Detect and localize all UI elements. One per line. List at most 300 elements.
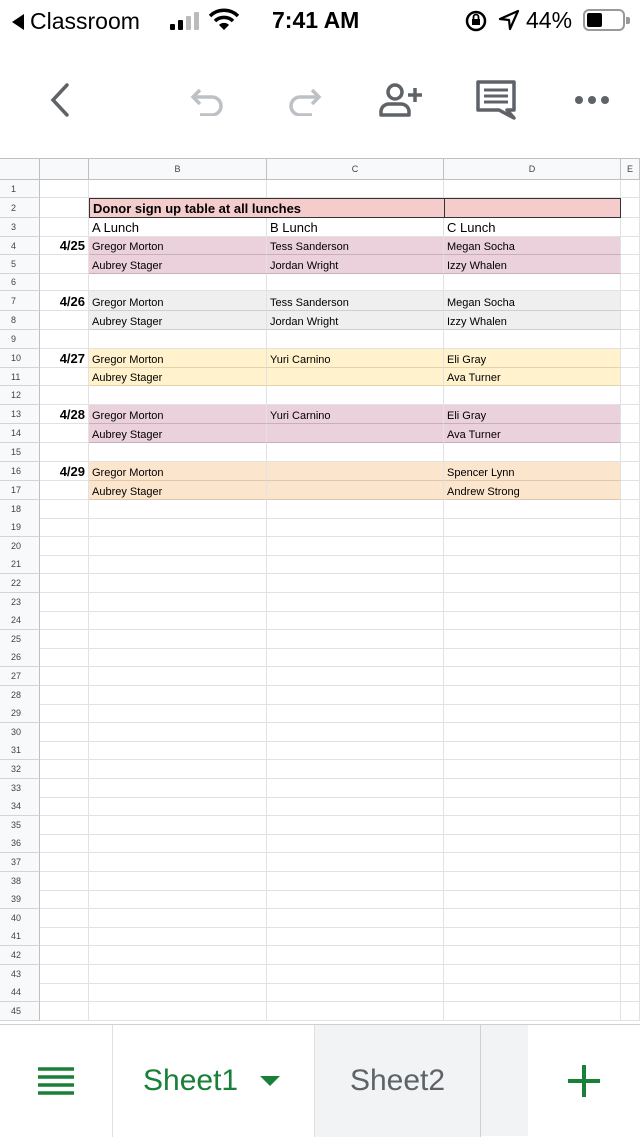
cell[interactable] (89, 816, 267, 835)
cell[interactable] (444, 180, 621, 198)
cell[interactable] (621, 909, 640, 928)
cell[interactable] (89, 760, 267, 779)
cell[interactable] (267, 946, 444, 965)
cell[interactable] (621, 834, 640, 853)
row-number[interactable]: 5 (0, 255, 40, 274)
redo-button[interactable] (280, 76, 328, 124)
cell[interactable] (89, 965, 267, 984)
date-cell[interactable]: 4/28 (40, 405, 89, 424)
volunteer-cell[interactable]: Aubrey Stager (89, 481, 267, 500)
row-number[interactable]: 40 (0, 909, 40, 928)
cell[interactable] (621, 741, 640, 760)
cell[interactable] (444, 872, 621, 891)
cell[interactable] (40, 723, 89, 742)
cell[interactable] (89, 927, 267, 946)
row-number[interactable]: 16 (0, 462, 40, 481)
cell[interactable] (89, 946, 267, 965)
volunteer-cell[interactable]: Andrew Strong (444, 481, 621, 500)
cell[interactable] (444, 574, 621, 593)
all-sheets-button[interactable] (0, 1025, 112, 1137)
cell[interactable] (621, 537, 640, 556)
date-cell[interactable] (40, 368, 89, 386)
row-number[interactable]: 44 (0, 983, 40, 1002)
cell[interactable] (267, 890, 444, 909)
row-number[interactable]: 13 (0, 405, 40, 424)
cell[interactable] (621, 890, 640, 909)
cell[interactable] (267, 386, 444, 405)
cell[interactable] (444, 704, 621, 723)
date-cell[interactable] (40, 311, 89, 330)
comment-button[interactable] (472, 76, 520, 124)
cell[interactable] (621, 311, 640, 330)
cell[interactable] (89, 686, 267, 705)
volunteer-cell[interactable]: Izzy Whalen (444, 255, 621, 274)
cell[interactable] (267, 872, 444, 891)
cell[interactable] (40, 946, 89, 965)
cell[interactable] (621, 481, 640, 500)
cell[interactable] (621, 946, 640, 965)
cell[interactable] (444, 537, 621, 556)
share-button[interactable] (376, 76, 424, 124)
row-number[interactable]: 35 (0, 816, 40, 835)
cell[interactable] (621, 218, 640, 237)
tab-sheet1[interactable] (112, 1025, 315, 1137)
cell[interactable] (444, 723, 621, 742)
cell[interactable] (444, 198, 621, 218)
cell[interactable] (267, 704, 444, 723)
volunteer-cell[interactable]: Megan Socha (444, 291, 621, 311)
cell[interactable] (267, 723, 444, 742)
cell[interactable] (621, 965, 640, 984)
volunteer-cell[interactable]: Aubrey Stager (89, 424, 267, 443)
cell-signal-icon (170, 10, 199, 30)
volunteer-cell[interactable]: Yuri Carnino (267, 405, 444, 424)
chevron-down-icon[interactable] (260, 1076, 280, 1086)
volunteer-cell[interactable]: Megan Socha (444, 237, 621, 255)
cell[interactable] (89, 330, 267, 349)
cell[interactable] (444, 816, 621, 835)
cell[interactable] (267, 686, 444, 705)
cell[interactable] (444, 927, 621, 946)
cell[interactable] (89, 779, 267, 798)
cell[interactable] (89, 593, 267, 612)
cell[interactable] (444, 330, 621, 349)
cell[interactable] (40, 1002, 89, 1021)
cell[interactable] (40, 872, 89, 891)
row-number[interactable]: 34 (0, 797, 40, 816)
cell[interactable] (621, 198, 640, 218)
volunteer-cell[interactable]: Eli Gray (444, 405, 621, 424)
volunteer-cell[interactable] (267, 462, 444, 481)
cell[interactable] (40, 180, 89, 198)
cell[interactable] (267, 518, 444, 537)
row-number[interactable]: 45 (0, 1002, 40, 1021)
cell[interactable] (444, 779, 621, 798)
lunch-header-cell[interactable]: A Lunch (89, 218, 267, 237)
cell[interactable] (444, 909, 621, 928)
cell[interactable] (621, 593, 640, 612)
cell[interactable] (444, 648, 621, 667)
volunteer-cell[interactable]: Aubrey Stager (89, 311, 267, 330)
volunteer-cell[interactable]: Spencer Lynn (444, 462, 621, 481)
cell[interactable] (267, 330, 444, 349)
volunteer-cell[interactable] (267, 424, 444, 443)
lunch-header-cell[interactable]: B Lunch (267, 218, 444, 237)
cell[interactable] (267, 797, 444, 816)
volunteer-cell[interactable]: Gregor Morton (89, 349, 267, 368)
volunteer-cell[interactable]: Gregor Morton (89, 405, 267, 424)
cell[interactable] (444, 741, 621, 760)
cell[interactable] (40, 518, 89, 537)
row-number[interactable]: 31 (0, 741, 40, 760)
row-number[interactable]: 30 (0, 723, 40, 742)
date-cell[interactable] (40, 481, 89, 500)
cell[interactable] (89, 834, 267, 853)
cell[interactable] (89, 574, 267, 593)
cell[interactable] (621, 424, 640, 443)
table-title-cell[interactable]: Donor sign up table at all lunches (89, 198, 444, 218)
cell[interactable] (89, 537, 267, 556)
cell[interactable] (40, 797, 89, 816)
cell[interactable] (444, 630, 621, 649)
row-number[interactable]: 8 (0, 311, 40, 330)
volunteer-cell[interactable]: Gregor Morton (89, 237, 267, 255)
row-number[interactable]: 11 (0, 368, 40, 386)
spreadsheet-grid[interactable] (0, 158, 640, 1024)
cell[interactable] (444, 946, 621, 965)
column-header-b[interactable]: B (89, 158, 267, 180)
cell[interactable] (621, 500, 640, 519)
undo-button[interactable] (184, 76, 232, 124)
cell[interactable] (40, 741, 89, 760)
cell[interactable] (267, 274, 444, 291)
cell[interactable] (267, 667, 444, 686)
toolbar (0, 60, 640, 140)
cell[interactable] (40, 853, 89, 872)
volunteer-cell[interactable] (267, 481, 444, 500)
cell[interactable] (621, 255, 640, 274)
row-number[interactable]: 21 (0, 555, 40, 574)
cell[interactable] (621, 779, 640, 798)
row-number[interactable]: 43 (0, 965, 40, 984)
volunteer-cell[interactable]: Jordan Wright (267, 255, 444, 274)
volunteer-cell[interactable]: Tess Sanderson (267, 237, 444, 255)
cell[interactable] (89, 274, 267, 291)
column-header-a[interactable] (40, 158, 89, 180)
cell[interactable] (621, 760, 640, 779)
cell[interactable] (89, 630, 267, 649)
sheet-row (0, 330, 640, 349)
cell[interactable] (40, 816, 89, 835)
cell[interactable] (40, 274, 89, 291)
cell[interactable] (267, 779, 444, 798)
cell[interactable] (40, 198, 89, 218)
cell[interactable] (621, 180, 640, 198)
cell[interactable] (40, 834, 89, 853)
cell[interactable] (267, 180, 444, 198)
cell[interactable] (444, 518, 621, 537)
cell[interactable] (89, 555, 267, 574)
row-number[interactable]: 7 (0, 291, 40, 311)
column-header-c[interactable]: C (267, 158, 444, 180)
volunteer-cell[interactable]: Aubrey Stager (89, 368, 267, 386)
cell[interactable] (621, 648, 640, 667)
row-number[interactable]: 22 (0, 574, 40, 593)
cell[interactable] (621, 574, 640, 593)
cell[interactable] (89, 518, 267, 537)
cell[interactable] (444, 1002, 621, 1021)
sheet-row (0, 291, 640, 311)
cell[interactable] (444, 500, 621, 519)
cell[interactable] (444, 983, 621, 1002)
cell[interactable] (89, 909, 267, 928)
cell[interactable] (444, 760, 621, 779)
volunteer-cell[interactable]: Ava Turner (444, 368, 621, 386)
cell[interactable] (267, 611, 444, 630)
row-number[interactable]: 32 (0, 760, 40, 779)
row-number[interactable]: 24 (0, 611, 40, 630)
volunteer-cell[interactable]: Aubrey Stager (89, 255, 267, 274)
cell[interactable] (621, 555, 640, 574)
cell[interactable] (444, 667, 621, 686)
cell[interactable] (621, 667, 640, 686)
cell[interactable] (267, 574, 444, 593)
cell[interactable] (89, 611, 267, 630)
cell[interactable] (444, 834, 621, 853)
cell[interactable] (40, 593, 89, 612)
tab-sheet2[interactable]: Sheet2 (315, 1025, 481, 1137)
wifi-icon (208, 8, 240, 32)
cell[interactable] (621, 816, 640, 835)
cell[interactable] (40, 965, 89, 984)
row-number[interactable]: 20 (0, 537, 40, 556)
sheet-row (0, 648, 640, 667)
cell[interactable] (89, 180, 267, 198)
sheet-row (0, 760, 640, 779)
cell[interactable] (444, 611, 621, 630)
cell[interactable] (621, 405, 640, 424)
row-number[interactable]: 1 (0, 180, 40, 198)
cell[interactable] (267, 500, 444, 519)
row-number[interactable]: 37 (0, 853, 40, 872)
sheet-row (0, 611, 640, 630)
date-cell[interactable]: 4/25 (40, 237, 89, 255)
volunteer-cell[interactable] (267, 368, 444, 386)
sheet-row (0, 779, 640, 798)
cell[interactable] (621, 330, 640, 349)
row-number[interactable]: 12 (0, 386, 40, 405)
select-all-corner[interactable] (0, 158, 40, 180)
cell[interactable] (444, 386, 621, 405)
cell[interactable] (267, 927, 444, 946)
cell[interactable] (40, 927, 89, 946)
cell[interactable] (621, 853, 640, 872)
row-number[interactable]: 42 (0, 946, 40, 965)
row-number[interactable]: 38 (0, 872, 40, 891)
cell[interactable] (621, 518, 640, 537)
cell[interactable] (621, 1002, 640, 1021)
cell[interactable] (444, 965, 621, 984)
volunteer-cell[interactable]: Jordan Wright (267, 311, 444, 330)
cell[interactable] (89, 741, 267, 760)
cell[interactable] (40, 667, 89, 686)
cell[interactable] (267, 816, 444, 835)
cell[interactable] (267, 965, 444, 984)
cell[interactable] (621, 443, 640, 462)
cell[interactable] (267, 983, 444, 1002)
cell[interactable] (40, 330, 89, 349)
more-options-button[interactable] (568, 76, 616, 124)
cell[interactable] (444, 443, 621, 462)
cell[interactable] (621, 797, 640, 816)
row-number[interactable]: 15 (0, 443, 40, 462)
cell[interactable] (444, 593, 621, 612)
cell[interactable] (40, 648, 89, 667)
cell[interactable] (40, 443, 89, 462)
cell[interactable] (89, 797, 267, 816)
row-number[interactable]: 9 (0, 330, 40, 349)
cell[interactable] (89, 704, 267, 723)
cell[interactable] (89, 667, 267, 686)
row-number[interactable]: 18 (0, 500, 40, 519)
column-header-e[interactable]: E (621, 158, 640, 180)
cell[interactable] (40, 779, 89, 798)
cell[interactable] (621, 704, 640, 723)
cell[interactable] (621, 368, 640, 386)
row-number[interactable]: 4 (0, 237, 40, 255)
volunteer-cell[interactable]: Yuri Carnino (267, 349, 444, 368)
row-number[interactable]: 10 (0, 349, 40, 368)
cell[interactable] (267, 853, 444, 872)
cell[interactable] (267, 555, 444, 574)
row-number[interactable]: 29 (0, 704, 40, 723)
cell[interactable] (267, 909, 444, 928)
volunteer-cell[interactable]: Ava Turner (444, 424, 621, 443)
cell[interactable] (89, 983, 267, 1002)
cell[interactable] (40, 574, 89, 593)
volunteer-cell[interactable]: Izzy Whalen (444, 311, 621, 330)
sheet-row (0, 593, 640, 612)
cell[interactable] (89, 500, 267, 519)
volunteer-cell[interactable]: Gregor Morton (89, 462, 267, 481)
row-number[interactable]: 39 (0, 890, 40, 909)
cell[interactable] (40, 555, 89, 574)
cell[interactable] (89, 648, 267, 667)
cell[interactable] (267, 741, 444, 760)
volunteer-cell[interactable]: Tess Sanderson (267, 291, 444, 311)
cell[interactable] (40, 537, 89, 556)
date-cell[interactable] (40, 255, 89, 274)
cell[interactable] (267, 760, 444, 779)
column-header-d[interactable]: D (444, 158, 621, 180)
cell[interactable] (444, 797, 621, 816)
row-number[interactable]: 3 (0, 218, 40, 237)
cell[interactable] (267, 648, 444, 667)
list-icon (37, 1066, 75, 1096)
cell[interactable] (444, 890, 621, 909)
cell[interactable] (40, 500, 89, 519)
cell[interactable] (40, 611, 89, 630)
row-number[interactable]: 6 (0, 274, 40, 291)
date-cell[interactable]: 4/26 (40, 291, 89, 311)
cell[interactable] (40, 983, 89, 1002)
cell[interactable] (267, 630, 444, 649)
cell[interactable] (267, 443, 444, 462)
cell[interactable] (444, 853, 621, 872)
cell[interactable] (40, 218, 89, 237)
cell[interactable] (89, 723, 267, 742)
cell[interactable] (444, 274, 621, 291)
cell[interactable] (40, 890, 89, 909)
cell[interactable] (621, 630, 640, 649)
back-button[interactable] (36, 76, 84, 124)
date-cell[interactable]: 4/27 (40, 349, 89, 368)
lunch-header-cell[interactable]: C Lunch (444, 218, 621, 237)
row-number[interactable]: 28 (0, 686, 40, 705)
cell[interactable] (89, 443, 267, 462)
cell[interactable] (621, 291, 640, 311)
cell[interactable] (89, 872, 267, 891)
cell[interactable] (621, 274, 640, 291)
row-number[interactable]: 27 (0, 667, 40, 686)
row-number[interactable]: 14 (0, 424, 40, 443)
cell[interactable] (444, 686, 621, 705)
row-number[interactable]: 2 (0, 198, 40, 218)
cell[interactable] (444, 555, 621, 574)
cell[interactable] (40, 760, 89, 779)
cell[interactable] (621, 611, 640, 630)
date-cell[interactable]: 4/29 (40, 462, 89, 481)
cell[interactable] (267, 593, 444, 612)
cell[interactable] (621, 686, 640, 705)
row-number[interactable]: 23 (0, 593, 40, 612)
volunteer-cell[interactable]: Eli Gray (444, 349, 621, 368)
cell[interactable] (621, 872, 640, 891)
cell[interactable] (621, 237, 640, 255)
cell[interactable] (89, 386, 267, 405)
cell[interactable] (267, 537, 444, 556)
cell[interactable] (40, 630, 89, 649)
cell[interactable] (267, 834, 444, 853)
cell[interactable] (621, 927, 640, 946)
cell[interactable] (621, 386, 640, 405)
volunteer-cell[interactable]: Gregor Morton (89, 291, 267, 311)
row-number[interactable]: 25 (0, 630, 40, 649)
add-sheet-button[interactable] (528, 1025, 640, 1137)
back-to-app[interactable] (12, 8, 140, 35)
cell[interactable] (267, 1002, 444, 1021)
cell[interactable] (621, 723, 640, 742)
row-number[interactable]: 36 (0, 834, 40, 853)
row-number[interactable]: 41 (0, 927, 40, 946)
row-number[interactable]: 26 (0, 648, 40, 667)
sheet-row (0, 368, 640, 386)
cell[interactable] (89, 890, 267, 909)
row-number[interactable]: 19 (0, 518, 40, 537)
cell[interactable] (40, 386, 89, 405)
cell[interactable] (40, 704, 89, 723)
cell[interactable] (621, 349, 640, 368)
cell[interactable] (89, 1002, 267, 1021)
row-number[interactable]: 17 (0, 481, 40, 500)
cell[interactable] (621, 462, 640, 481)
cell[interactable] (621, 983, 640, 1002)
row-number[interactable]: 33 (0, 779, 40, 798)
cell[interactable] (89, 853, 267, 872)
cell[interactable] (40, 686, 89, 705)
date-cell[interactable] (40, 424, 89, 443)
cell[interactable] (40, 909, 89, 928)
